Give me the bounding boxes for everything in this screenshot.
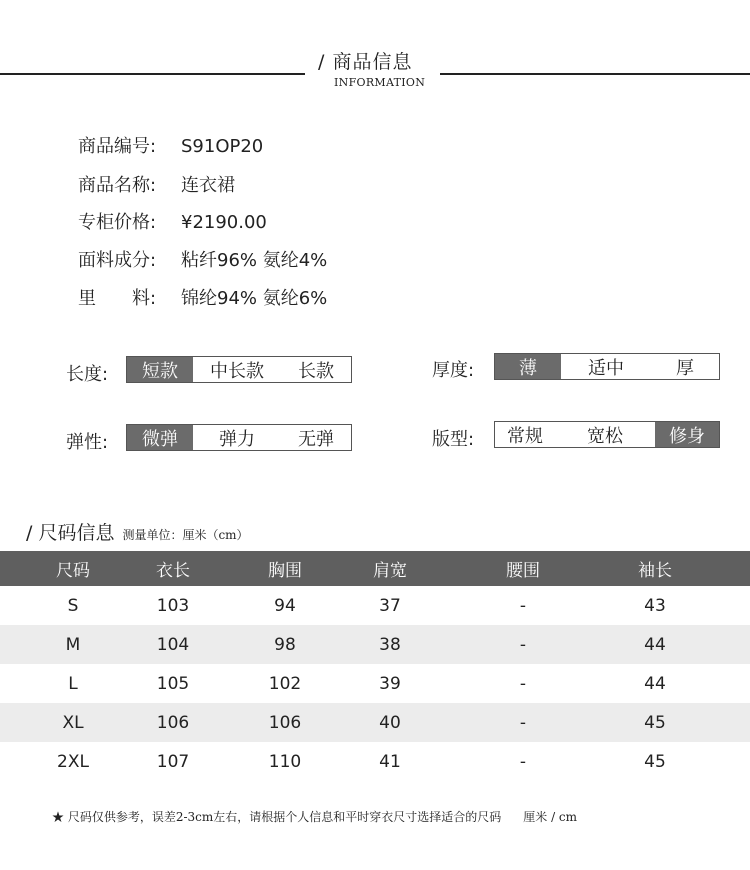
cell-shoulder: 38 bbox=[379, 634, 401, 655]
footnote-unit: 厘米 / cm bbox=[523, 810, 578, 824]
info-value: 粘纤96% 氨纶4% bbox=[181, 250, 328, 271]
cell-sleeve: 45 bbox=[644, 751, 666, 772]
cell-size: M bbox=[65, 634, 81, 655]
cell-length: 105 bbox=[156, 673, 190, 694]
attr-selector-fit bbox=[494, 421, 720, 448]
size-title-text: / 尺码信息 bbox=[26, 522, 115, 544]
info-label: 专柜价格: bbox=[78, 212, 157, 233]
cell-waist: - bbox=[519, 673, 527, 694]
col-header-waist: 腰围 bbox=[506, 561, 540, 581]
section-title-size bbox=[26, 518, 249, 545]
table-row bbox=[0, 586, 750, 625]
section-title-info: / 商品信息 bbox=[318, 51, 413, 73]
cell-shoulder: 41 bbox=[379, 751, 401, 772]
attr-option-thick: 厚 bbox=[676, 357, 694, 379]
cell-sleeve: 43 bbox=[644, 595, 666, 616]
cell-length: 103 bbox=[156, 595, 190, 616]
col-header-length: 衣长 bbox=[156, 561, 190, 581]
cell-sleeve: 45 bbox=[644, 712, 666, 733]
header-rule-right bbox=[440, 73, 750, 75]
cell-waist: - bbox=[519, 595, 527, 616]
cell-size: S bbox=[67, 595, 79, 616]
col-header-bust: 胸围 bbox=[268, 561, 302, 581]
info-value: ¥2190.00 bbox=[181, 212, 267, 233]
table-row bbox=[0, 664, 750, 703]
cell-length: 106 bbox=[156, 712, 190, 733]
size-table bbox=[0, 551, 750, 781]
table-row bbox=[0, 625, 750, 664]
cell-size: 2XL bbox=[57, 751, 89, 772]
cell-bust: 102 bbox=[268, 673, 302, 694]
attr-label-length: 长度: bbox=[66, 364, 109, 385]
attr-label-elasticity: 弹性: bbox=[66, 432, 109, 453]
info-label: 商品编号: bbox=[78, 136, 157, 157]
cell-length: 107 bbox=[156, 751, 190, 772]
cell-bust: 98 bbox=[274, 634, 296, 655]
cell-bust: 94 bbox=[274, 595, 296, 616]
attr-selector-length bbox=[126, 356, 352, 383]
attr-option-slight-stretch: 微弹 bbox=[127, 425, 193, 450]
table-header-row bbox=[0, 551, 750, 586]
info-row-price bbox=[78, 208, 267, 234]
cell-waist: - bbox=[519, 634, 527, 655]
col-header-shoulder: 肩宽 bbox=[373, 561, 407, 581]
cell-bust: 110 bbox=[268, 751, 302, 772]
attr-selector-elasticity bbox=[126, 424, 352, 451]
info-value: 锦纶94% 氨纶6% bbox=[181, 288, 328, 309]
info-value: S91OP20 bbox=[181, 136, 264, 157]
attr-option-medium: 适中 bbox=[588, 357, 624, 379]
table-row bbox=[0, 703, 750, 742]
cell-shoulder: 37 bbox=[379, 595, 401, 616]
info-label: 里 料: bbox=[78, 288, 157, 309]
cell-length: 104 bbox=[156, 634, 190, 655]
info-label: 商品名称: bbox=[78, 175, 157, 196]
info-value: 连衣裙 bbox=[181, 175, 235, 196]
attr-option-loose: 宽松 bbox=[587, 425, 623, 447]
info-row-name bbox=[78, 171, 235, 197]
attr-option-no-stretch: 无弹 bbox=[298, 428, 334, 450]
attr-option-thin: 薄 bbox=[495, 354, 561, 379]
col-header-size: 尺码 bbox=[56, 561, 90, 581]
cell-sleeve: 44 bbox=[644, 634, 666, 655]
info-label: 面料成分: bbox=[78, 250, 157, 271]
attr-label-fit: 版型: bbox=[432, 429, 475, 450]
cell-shoulder: 39 bbox=[379, 673, 401, 694]
cell-waist: - bbox=[519, 751, 527, 772]
table-row bbox=[0, 742, 750, 781]
info-row-code bbox=[78, 132, 263, 158]
attr-option-slim: 修身 bbox=[655, 422, 719, 447]
attr-option-regular: 常规 bbox=[507, 425, 543, 447]
cell-waist: - bbox=[519, 712, 527, 733]
footnote-text: ★ 尺码仅供参考，误差2-3cm左右，请根据个人信息和平时穿衣尺寸选择适合的尺码 bbox=[52, 810, 502, 824]
col-header-sleeve: 袖长 bbox=[638, 561, 672, 581]
size-footnote bbox=[52, 808, 577, 825]
section-subtitle-info: INFORMATION bbox=[334, 76, 426, 89]
attr-option-mid-length: 中长款 bbox=[210, 360, 264, 382]
header-rule-left bbox=[0, 73, 305, 75]
cell-shoulder: 40 bbox=[379, 712, 401, 733]
size-unit-note: 测量单位：厘米（cm） bbox=[122, 528, 249, 542]
info-row-fabric bbox=[78, 246, 327, 272]
attr-label-thickness: 厚度: bbox=[432, 360, 475, 381]
cell-size: L bbox=[68, 673, 78, 694]
info-row-lining bbox=[78, 284, 327, 310]
cell-sleeve: 44 bbox=[644, 673, 666, 694]
attr-option-short: 短款 bbox=[127, 357, 193, 382]
attr-selector-thickness bbox=[494, 353, 720, 380]
cell-size: XL bbox=[62, 712, 84, 733]
attr-option-stretch: 弹力 bbox=[219, 428, 255, 450]
attr-option-long: 长款 bbox=[298, 360, 334, 382]
cell-bust: 106 bbox=[268, 712, 302, 733]
